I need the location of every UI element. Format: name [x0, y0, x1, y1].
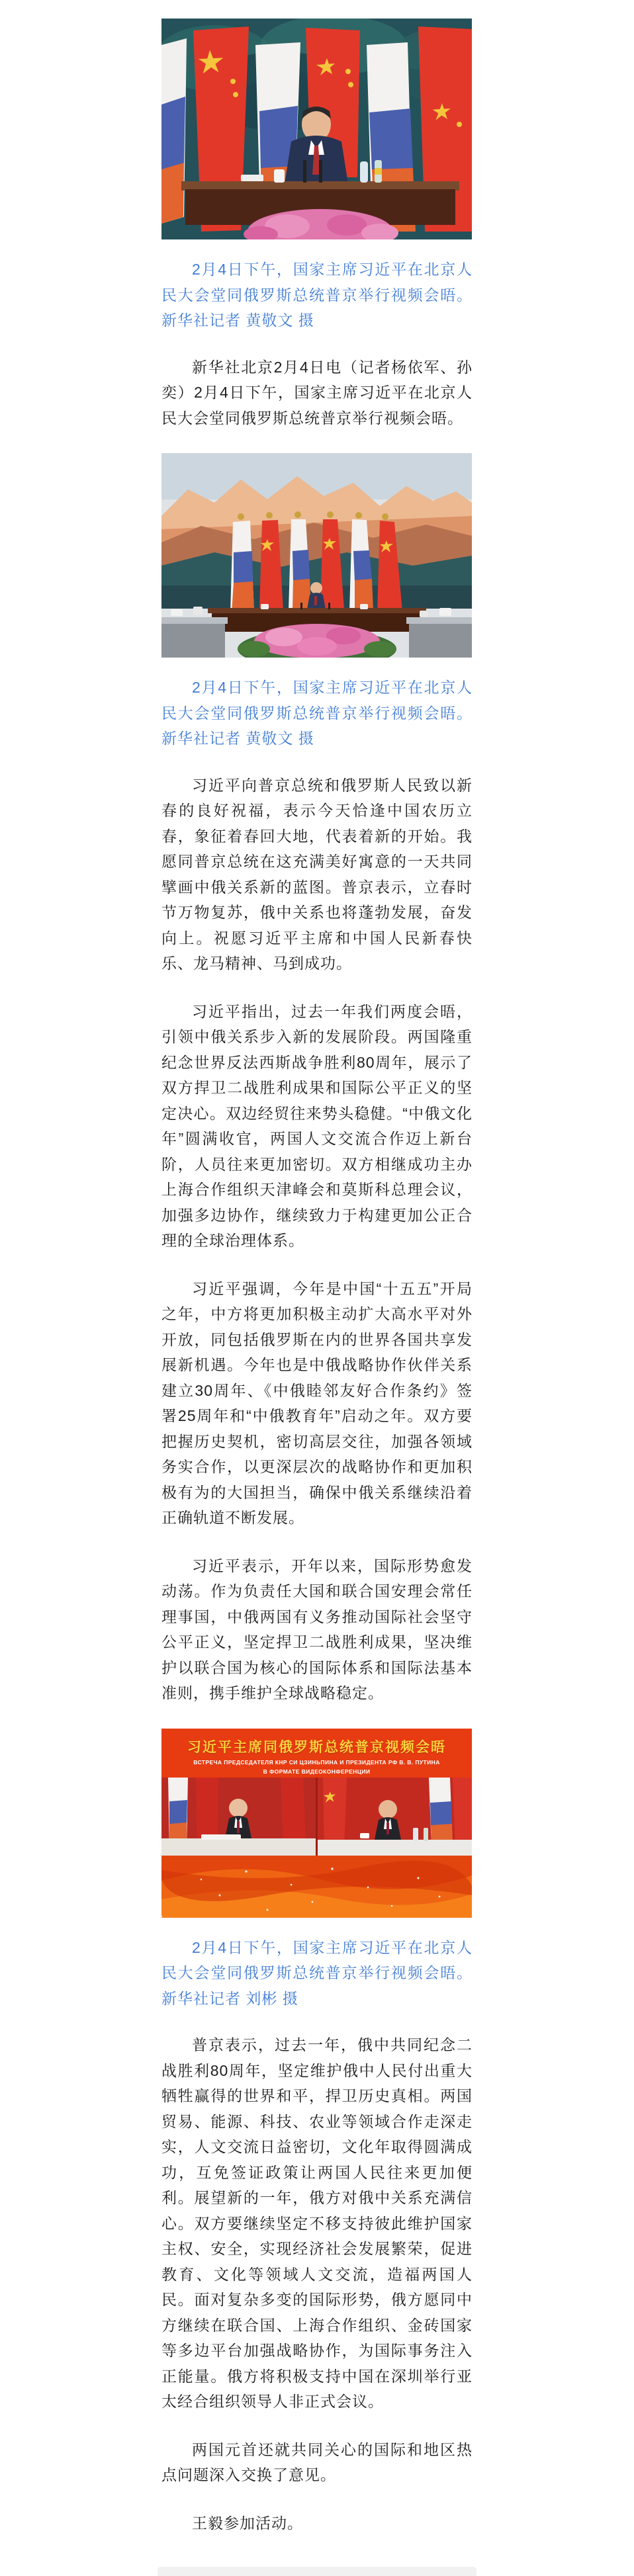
body-paragraph-7: 两国元首还就共同关心的国际和地区热点问题深入交换了意见。 [161, 2440, 473, 2483]
photo-3-banner-subtitle-ru-1: ВСТРЕЧА ПРЕДСЕДАТЕЛЯ КНР СИ ЦЗИНЬПИНА И ПРЕЗИДЕНТА РФ В. В. ПУТИНА [193, 1758, 440, 1766]
article-body [161, 0, 473, 2576]
photo-caption-3: 2月4日下午，国家主席习近平在北京人民大会堂同俄罗斯总统普京举行视频会晤。新华社记者 刘彬 摄 [161, 1938, 473, 2007]
photo-1-illustration [161, 19, 472, 239]
photo-caption-2: 2月4日下午，国家主席习近平在北京人民大会堂同俄罗斯总统普京举行视频会晤。新华社记者 黄敬文 摄 [161, 679, 473, 747]
body-paragraph-2: 习近平向普京总统和俄罗斯人民致以新春的良好祝福，表示今天恰逢中国农历立春，象征着春回大地，代表着新的开始。我愿同普京总统在这充满美好寓意的一天共同擘画中俄关系新的蓝图。普京表示，立春时节万物复苏，俄中关系也将蓬勃发展，奋发向上。祝愿习近平主席和中国人民新春快乐、龙马精神、马到成功。 [161, 776, 473, 972]
article-photo-2[interactable] [161, 453, 472, 658]
photo-3-banner-title: 习近平主席同俄罗斯总统普京视频会晤 [187, 1739, 446, 1755]
body-paragraph-5: 习近平表示，开年以来，国际形势愈发动荡。作为负责任大国和联合国安理会常任理事国，中俄两国有义务推动国际社会坚守公平正义，坚定捍卫二战胜利成果，坚决维护以联合国为核心的国际体系和国际法基本准则，携手维护全球战略稳定。 [161, 1557, 473, 1701]
article-photo-1[interactable] [161, 19, 472, 239]
photo-3-illustration [161, 1729, 472, 1918]
article-photo-3[interactable] [161, 1729, 472, 1918]
body-paragraph-1: 新华社北京2月4日电（记者杨依军、孙奕）2月4日下午，国家主席习近平在北京人民大会堂同俄罗斯总统普京举行视频会晤。 [161, 358, 473, 427]
photo-3-banner-subtitle-ru-2: В ФОРМАТЕ ВИДЕОКОНФЕРЕНЦИИ [263, 1768, 371, 1775]
body-paragraph-6: 普京表示，过去一年，俄中共同纪念二战胜利80周年，坚定维护俄中人民付出重大牺牲赢得的世界和平，捍卫历史真相。两国贸易、能源、科技、农业等领域合作走深走实，人文交流日益密切，文化年取得圆满成功，互免签证政策让两国人民往来更加便利。展望新的一年，俄方对俄中关系充满信心。双方要继续坚定不移支持彼此维护国家主权、安全，实现经济社会发展繁荣，促进教育、文化等领域人文交流，造福两国人民。面对复杂多变的国际形势，俄方愿同中方继续在联合国、上海合作组织、金砖国家等多边平台加强战略协作，为国际事务注入正能量。俄方将积极支持中国在深圳举行亚太经合组织领导人非正式会议。 [161, 2036, 473, 2410]
body-paragraph-4: 习近平强调，今年是中国“十五五”开局之年，中方将更加积极主动扩大高水平对外开放，同包括俄罗斯在内的世界各国共享发展新机遇。今年也是中俄战略协作伙伴关系建立30周年、《中俄睦邻友好合作条约》签署25周年和“中俄教育年”启动之年。双方要把握历史契机，密切高层交往，加强各领域务实合作，以更深层次的战略协作和更加积极有为的大国担当，确保中俄关系继续沿着正确轨道不断发展。 [161, 1279, 473, 1526]
photo-caption-1: 2月4日下午，国家主席习近平在北京人民大会堂同俄罗斯总统普京举行视频会晤。新华社记者 黄敬文 摄 [161, 261, 473, 329]
page-bottom-bar [158, 2567, 476, 2576]
body-paragraph-3: 习近平指出，过去一年我们两度会晤，引领中俄关系步入新的发展阶段。两国隆重纪念世界反法西斯战争胜利80周年，展示了双方捍卫二战胜利成果和国际公平正义的坚定决心。双边经贸往来势头稳健。“中俄文化年”圆满收官，两国人文交流合作迈上新台阶，人员往来更加密切。双方相继成功主办上海合作组织天津峰会和莫斯科总理会议，加强多边协作，继续致力于构建更加公正合理的全球治理体系。 [161, 1002, 473, 1249]
photo-2-illustration [161, 453, 472, 658]
body-paragraph-8: 王毅参加活动。 [192, 2514, 303, 2532]
